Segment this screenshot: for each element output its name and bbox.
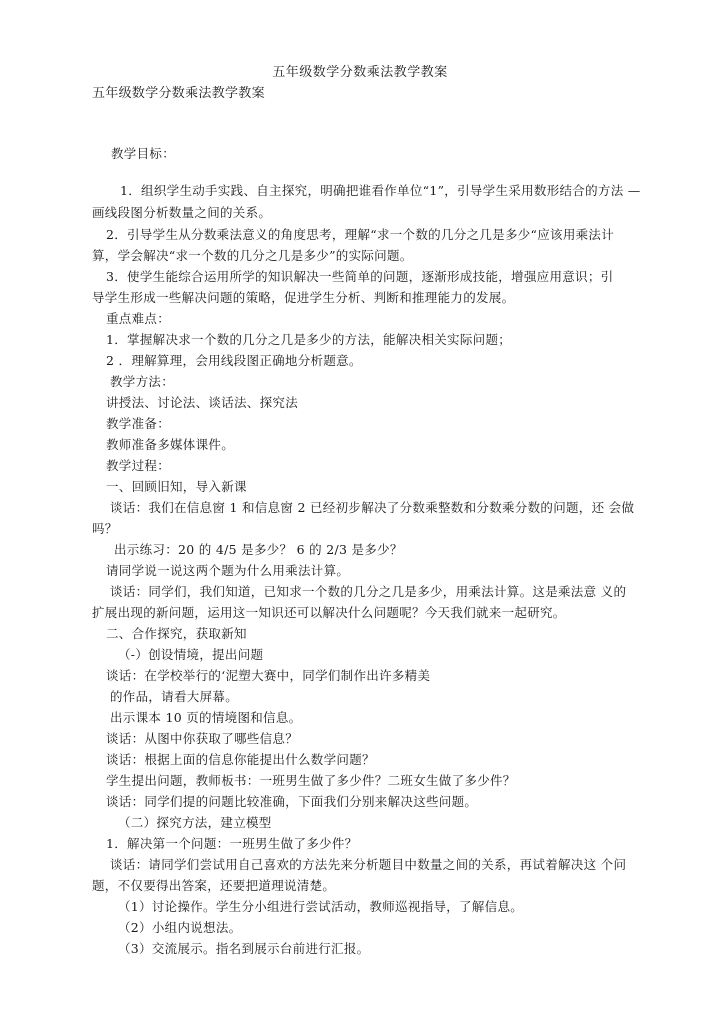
page-header-title: 五年级数学分数乘法教学教案 xyxy=(272,65,448,80)
text-line: 谈话：在学校举行的‘泥塑大赛中，同学们制作出许多精美 xyxy=(106,668,431,683)
text-line: 3．使学生能综合运用所学的知识解决一些简单的问题，逐渐形成技能，增强应用意识；引 xyxy=(106,269,614,284)
text-line: 谈话：从图中你获取了哪些信息？ xyxy=(106,731,299,746)
section-heading: 教学目标： xyxy=(111,146,176,161)
text-line: 的作品，请看大屏幕。 xyxy=(110,689,239,704)
text-line: （2）小组内说想法。 xyxy=(118,920,242,935)
text-line: 题，不仅要得出答案，还要把道理说清楚。 xyxy=(92,878,336,893)
text-line: 谈话：我们在信息窗 1 和信息窗 2 已经初步解决了分数乘整数和分数乘分数的问题，还 会做 xyxy=(110,500,635,515)
text-line: 吗？ xyxy=(92,521,118,536)
text-line: 2．引导学生从分数乘法意义的角度思考，理解“求一个数的几分之几是多少“应该用乘法计 xyxy=(106,227,615,242)
text-line: 导学生形成一些解决问题的策略，促进学生分析、判断和推理能力的发展。 xyxy=(92,290,515,305)
text-line: 谈话：同学们，我们知道，已知求一个数的几分之几是多少，用乘法计算。这是乘法意 义的 xyxy=(110,584,627,599)
section-heading: 教学过程： xyxy=(106,458,171,473)
text-line: 谈话：请同学们尝试用自己喜欢的方法先来分析题目中数量之间的关系，再试着解决这 个问 xyxy=(110,857,627,872)
text-line: 画线段图分析数量之间的关系。 xyxy=(92,205,272,220)
text-line: （二）探究方法，建立模型 xyxy=(118,815,272,830)
text-line: 谈话：同学们提的问题比较准确，下面我们分别来解决这些问题。 xyxy=(106,794,478,809)
text-line: 教师准备多媒体课件。 xyxy=(106,437,235,452)
text-line: 1．掌握解决求一个数的几分之几是多少的方法，能解决相关实际问题； xyxy=(106,332,512,347)
text-line: 二、合作探究，获取新知 xyxy=(106,626,247,641)
text-line: 1．组织学生动手实践、自主探究，明确把谁看作单位“1”，引导学生采用数形结合的方法 — xyxy=(120,183,641,198)
section-heading: 教学准备： xyxy=(106,416,171,431)
text-line: 请同学说一说这两个题为什么用乘法计算。 xyxy=(106,563,350,578)
text-line: 算，学会解决“求一个数的几分之几是多少”的实际问题。 xyxy=(92,248,413,263)
text-line: （1）讨论操作。学生分小组进行尝试活动，教师巡视指导，了解信息。 xyxy=(118,899,524,914)
section-heading: 重点难点： xyxy=(106,311,171,326)
text-line: 2 ．理解算理，会用线段图正确地分析题意。 xyxy=(106,353,362,368)
text-line: 出示练习：20 的 4/5 是多少？ 6 的 2/3 是多少？ xyxy=(114,542,403,557)
document-title: 五年级数学分数乘法教学教案 xyxy=(92,86,265,101)
text-line: 学生提出问题，教师板书：一班男生做了多少件？二班女生做了多少件？ xyxy=(106,773,516,788)
text-line: 出示课本 10 页的情境图和信息。 xyxy=(110,710,302,725)
text-line: （-）创设情境，提出问题 xyxy=(118,647,264,662)
text-line: 扩展出现的新问题，运用这一知识还可以解决什么问题呢？今天我们就来一起研究。 xyxy=(92,605,566,620)
text-line: 1．解决第一个问题：一班男生做了多少件？ xyxy=(106,836,358,851)
section-heading: 教学方法： xyxy=(110,374,175,389)
text-line: 一、回顾旧知，导入新课 xyxy=(106,479,247,494)
text-line: （3）交流展示。指名到展示台前进行汇报。 xyxy=(118,941,370,956)
text-line: 讲授法、讨论法、谈话法、探究法 xyxy=(106,395,299,410)
text-line: 谈话：根据上面的信息你能提出什么数学问题？ xyxy=(106,752,375,767)
